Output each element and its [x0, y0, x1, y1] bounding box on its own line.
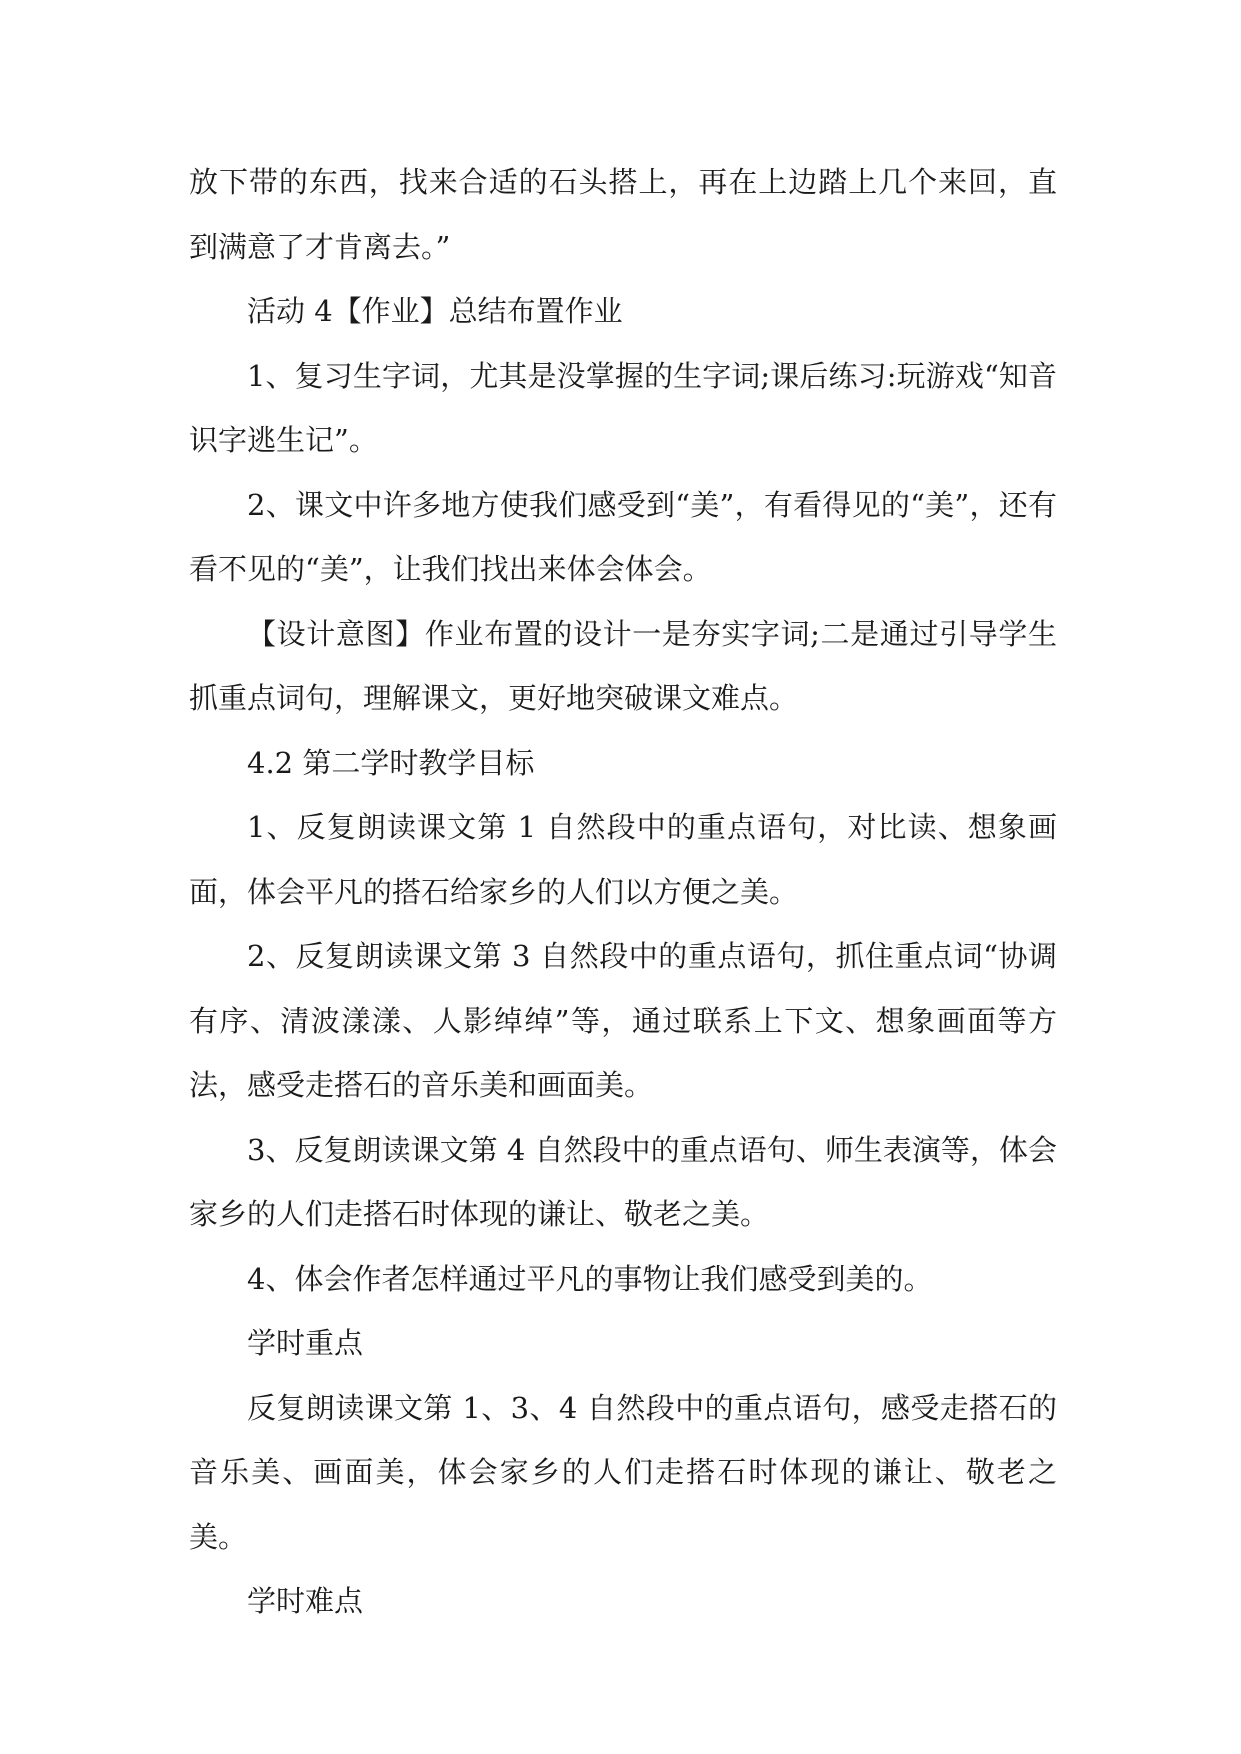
objective-item-2: 2、反复朗读课文第 3 自然段中的重点语句，抓住重点词“协调有序、清波漾漾、人影绰绰”等，通过联系上下文、想象画面等方法，感受走搭石的音乐美和画面美。 — [189, 939, 1057, 1102]
document-body — [189, 150, 1057, 1634]
homework-item-1: 1、复习生字词，尤其是没掌握的生字词;课后练习:玩游戏“知音识字逃生记”。 — [189, 358, 1057, 457]
difficulties-heading: 学时难点 — [247, 1584, 364, 1618]
objective-item-1: 1、反复朗读课文第 1 自然段中的重点语句，对比读、想象画面，体会平凡的搭石给家乡的人们以方便之美。 — [189, 810, 1057, 909]
key-points-text: 反复朗读课文第 1、3、4 自然段中的重点语句，感受走搭石的音乐美、画面美，体会家乡的人们走搭石时体现的谦让、敬老之美。 — [189, 1390, 1057, 1554]
objective-item-4: 4、体会作者怎样通过平凡的事物让我们感受到美的。 — [247, 1261, 933, 1296]
homework-item-2: 2、课文中许多地方使我们感受到“美”，有看得见的“美”，还有看不见的“美”，让我们找出来体会体会。 — [189, 487, 1057, 586]
section-heading-objectives: 4.2 第二学时教学目标 — [247, 745, 535, 780]
activity-heading: 活动 4【作业】总结布置作业 — [247, 294, 623, 328]
objective-item-3: 3、反复朗读课文第 4 自然段中的重点语句、师生表演等，体会家乡的人们走搭石时体现的谦让、敬老之美。 — [189, 1132, 1057, 1231]
design-intent: 【设计意图】作业布置的设计一是夯实字词;二是通过引导学生抓重点词句，理解课文，更好地突破课文难点。 — [189, 616, 1057, 715]
key-points-heading: 学时重点 — [247, 1326, 364, 1360]
paragraph-continuation: 放下带的东西，找来合适的石头搭上，再在上边踏上几个来回，直到满意了才肯离去。” — [189, 165, 1057, 264]
